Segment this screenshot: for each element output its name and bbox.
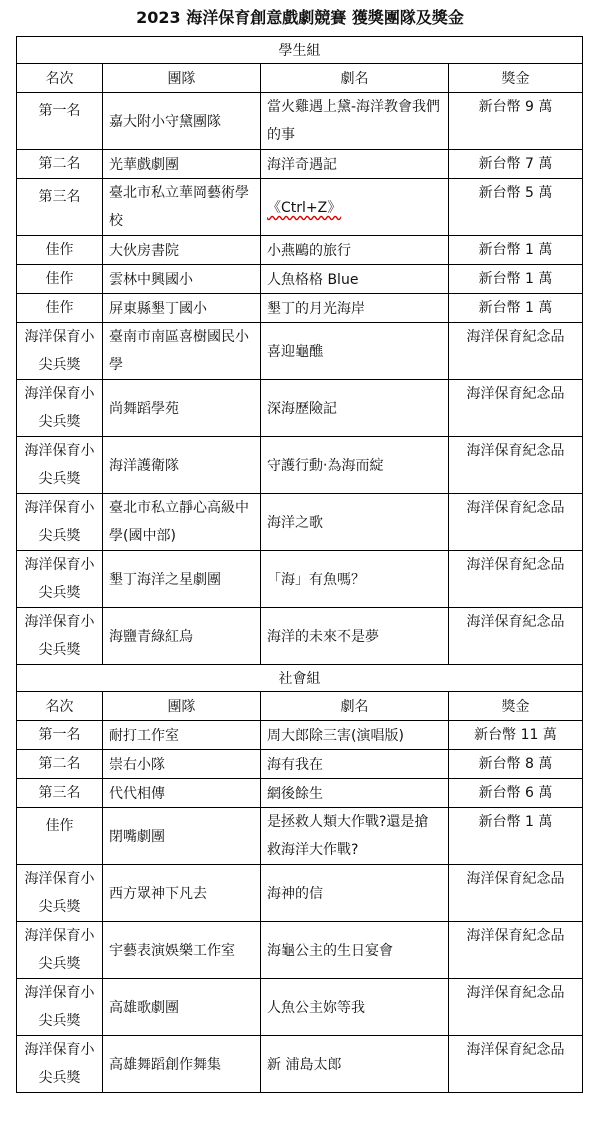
- table-row: [17, 150, 583, 179]
- prize-cell: 海洋保育紀念品: [449, 323, 583, 380]
- team-cell: 嘉大附小守黛團隊: [103, 93, 261, 150]
- rank-cell: 第一名: [17, 721, 103, 750]
- play-cell: 海洋之歌: [261, 494, 449, 551]
- team-cell: 尚舞蹈學苑: [103, 380, 261, 437]
- prize-cell: 新台幣 9 萬: [449, 93, 583, 150]
- play-cell: 深海歷險記: [261, 380, 449, 437]
- team-cell: 光華戲劇團: [103, 150, 261, 179]
- table-row: [17, 265, 583, 294]
- team-cell: 宇藝表演娛樂工作室: [103, 922, 261, 979]
- play-cell: 海龜公主的生日宴會: [261, 922, 449, 979]
- team-cell: 西方眾神下凡去: [103, 865, 261, 922]
- table-row: [17, 865, 583, 922]
- rank-cell: 海洋保育小尖兵獎: [17, 494, 103, 551]
- prize-cell: 新台幣 1 萬: [449, 808, 583, 865]
- header-rank: 名次: [17, 64, 103, 93]
- play-cell: 墾丁的月光海岸: [261, 294, 449, 323]
- prize-cell: 海洋保育紀念品: [449, 551, 583, 608]
- rank-cell: 海洋保育小尖兵獎: [17, 1036, 103, 1093]
- table-row: [17, 494, 583, 551]
- rank-cell: 第二名: [17, 750, 103, 779]
- rank-cell: 海洋保育小尖兵獎: [17, 922, 103, 979]
- table-row: [17, 380, 583, 437]
- play-cell: 喜迎龜醮: [261, 323, 449, 380]
- team-cell: 大伙房書院: [103, 236, 261, 265]
- play-cell: 人魚格格 Blue: [261, 265, 449, 294]
- team-cell: 臺北市私立華岡藝術學校: [103, 179, 261, 236]
- play-cell: 「海」有魚嗎？: [261, 551, 449, 608]
- header-play: 劇名: [261, 64, 449, 93]
- prize-cell: 海洋保育紀念品: [449, 494, 583, 551]
- team-cell: 雲林中興國小: [103, 265, 261, 294]
- rank-cell: 海洋保育小尖兵獎: [17, 979, 103, 1036]
- table-row: [17, 721, 583, 750]
- rank-cell: 海洋保育小尖兵獎: [17, 608, 103, 665]
- header-prize: 獎金: [449, 64, 583, 93]
- team-cell: 高雄歌劇團: [103, 979, 261, 1036]
- table-row: [17, 294, 583, 323]
- play-title: 《Ctrl+Z》: [267, 200, 342, 216]
- team-cell: 屏東縣墾丁國小: [103, 294, 261, 323]
- table-row: [17, 179, 583, 236]
- rank-cell: 佳作: [17, 808, 103, 865]
- rank-cell: 海洋保育小尖兵獎: [17, 437, 103, 494]
- rank-cell: 海洋保育小尖兵獎: [17, 380, 103, 437]
- section-title-student: 學生組: [17, 37, 583, 64]
- play-cell: 守護行動‧為海而綻: [261, 437, 449, 494]
- rank-cell: 海洋保育小尖兵獎: [17, 323, 103, 380]
- table-row: [17, 323, 583, 380]
- rank-cell: 第一名: [17, 93, 103, 150]
- society-group: [17, 665, 583, 1093]
- prize-cell: 新台幣 7 萬: [449, 150, 583, 179]
- play-cell: [261, 179, 449, 236]
- table-row: [17, 551, 583, 608]
- play-cell: 網後餘生: [261, 779, 449, 808]
- rank-cell: 佳作: [17, 294, 103, 323]
- play-cell: 新 浦島太郎: [261, 1036, 449, 1093]
- header-team: 團隊: [103, 692, 261, 721]
- header-row: [17, 64, 583, 93]
- header-prize: 獎金: [449, 692, 583, 721]
- prize-cell: 新台幣 8 萬: [449, 750, 583, 779]
- rank-cell: 第二名: [17, 150, 103, 179]
- play-cell: 海洋的未來不是夢: [261, 608, 449, 665]
- prize-cell: 新台幣 5 萬: [449, 179, 583, 236]
- prize-cell: 海洋保育紀念品: [449, 979, 583, 1036]
- prize-cell: 海洋保育紀念品: [449, 608, 583, 665]
- play-cell: 人魚公主妳等我: [261, 979, 449, 1036]
- prize-cell: 海洋保育紀念品: [449, 437, 583, 494]
- rank-cell: 第三名: [17, 779, 103, 808]
- prize-cell: 海洋保育紀念品: [449, 865, 583, 922]
- team-cell: 高雄舞蹈創作舞集: [103, 1036, 261, 1093]
- prize-cell: 新台幣 1 萬: [449, 236, 583, 265]
- header-team: 團隊: [103, 64, 261, 93]
- play-cell: 周大郎除三害(演唱版): [261, 721, 449, 750]
- prize-cell: 新台幣 1 萬: [449, 265, 583, 294]
- team-cell: 崇右小隊: [103, 750, 261, 779]
- rank-cell: 佳作: [17, 236, 103, 265]
- student-group: [17, 37, 583, 665]
- team-cell: 閉嘴劇團: [103, 808, 261, 865]
- awards-table: [16, 36, 583, 1093]
- table-row: [17, 922, 583, 979]
- prize-cell: 新台幣 11 萬: [449, 721, 583, 750]
- table-row: [17, 1036, 583, 1093]
- rank-cell: 海洋保育小尖兵獎: [17, 551, 103, 608]
- section-title-society: 社會組: [17, 665, 583, 692]
- team-cell: 臺南市南區喜樹國民小學: [103, 323, 261, 380]
- play-cell: 海洋奇遇記: [261, 150, 449, 179]
- team-cell: 海鹽青綠紅烏: [103, 608, 261, 665]
- prize-cell: 海洋保育紀念品: [449, 1036, 583, 1093]
- team-cell: 臺北市私立靜心高級中學(國中部): [103, 494, 261, 551]
- table-row: [17, 779, 583, 808]
- rank-cell: 佳作: [17, 265, 103, 294]
- header-row: [17, 692, 583, 721]
- prize-cell: 新台幣 6 萬: [449, 779, 583, 808]
- header-play: 劇名: [261, 692, 449, 721]
- prize-cell: 海洋保育紀念品: [449, 380, 583, 437]
- team-cell: 墾丁海洋之星劇團: [103, 551, 261, 608]
- table-row: [17, 93, 583, 150]
- rank-cell: 海洋保育小尖兵獎: [17, 865, 103, 922]
- team-cell: 耐打工作室: [103, 721, 261, 750]
- rank-cell: 第三名: [17, 179, 103, 236]
- table-row: [17, 437, 583, 494]
- play-cell: 是拯救人類大作戰?還是搶救海洋大作戰?: [261, 808, 449, 865]
- header-rank: 名次: [17, 692, 103, 721]
- prize-cell: 新台幣 1 萬: [449, 294, 583, 323]
- table-row: [17, 750, 583, 779]
- table-row: [17, 236, 583, 265]
- play-cell: 海神的信: [261, 865, 449, 922]
- team-cell: 代代相傳: [103, 779, 261, 808]
- table-row: [17, 808, 583, 865]
- page-title: 2023 海洋保育創意戲劇競賽 獲獎團隊及獎金: [136, 8, 464, 27]
- table-row: [17, 608, 583, 665]
- play-cell: 當火雞遇上黛-海洋教會我們的事: [261, 93, 449, 150]
- prize-cell: 海洋保育紀念品: [449, 922, 583, 979]
- table-row: [17, 979, 583, 1036]
- play-cell: 小燕鷗的旅行: [261, 236, 449, 265]
- team-cell: 海洋護衛隊: [103, 437, 261, 494]
- play-cell: 海有我在: [261, 750, 449, 779]
